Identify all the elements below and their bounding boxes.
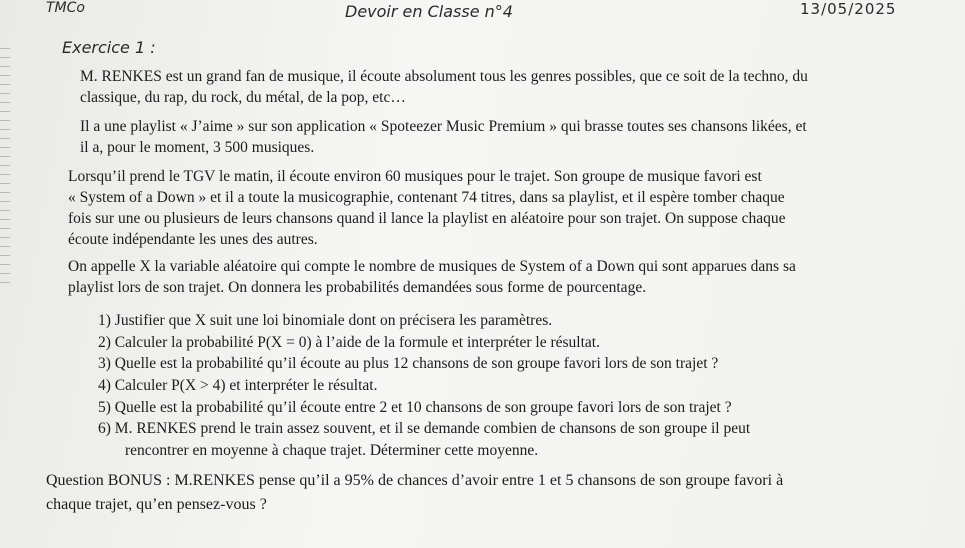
question-6: 6) M. RENKES prend le train assez souvent, et il se demande combien de chansons de son groupe il peut: [98, 420, 751, 437]
bonus-question-continued: chaque trajet, qu’en pensez-vous ?: [46, 496, 267, 513]
paragraph-variable: [68, 256, 796, 298]
bonus-question: Question BONUS : M.RENKES pense qu’il a 95% de chances d’avoir entre 1 et 5 chansons de son groupe favori à: [46, 472, 784, 489]
exam-title: Devoir en Classe n°4: [345, 2, 513, 21]
question-4: 4) Calculer P(X > 4) et interpréter le résultat.: [98, 377, 378, 394]
text-line: écoute indépendante les unes des autres.: [68, 231, 318, 248]
question-1: 1) Justifier que X suit une loi binomiale dont on précisera les paramètres.: [98, 312, 553, 329]
text-line: « System of a Down » et il a toute la musicographie, contenant 74 titres, dans sa playlist, et il espère tomber chaque: [68, 189, 785, 206]
text-line: Il a une playlist « J’aime » sur son application « Spoteezer Music Premium » qui brasse toutes ses chansons likées, et: [80, 118, 807, 135]
page-binding-edge: [0, 40, 10, 290]
exercise-heading: Exercice 1 :: [62, 38, 156, 57]
question-3: 3) Quelle est la probabilité qu’il écoute au plus 12 chansons de son groupe favori lors de son trajet ?: [98, 355, 719, 372]
class-code: TMCo: [46, 0, 85, 16]
text-line: classique, du rap, du rock, du métal, de la pop, etc…: [80, 89, 406, 106]
text-line: Lorsqu’il prend le TGV le matin, il écoute environ 60 musiques pour le trajet. Son groupe de musique favori est: [68, 168, 762, 185]
question-5: 5) Quelle est la probabilité qu’il écoute entre 2 et 10 chansons de son groupe favori lors de son trajet ?: [98, 399, 732, 416]
text-line: M. RENKES est un grand fan de musique, il écoute absolument tous les genres possibles, que ce soit de la techno, du: [80, 68, 808, 85]
paragraph-playlist: [80, 116, 807, 158]
text-line: il a, pour le moment, 3 500 musiques.: [80, 139, 315, 156]
question-6-continued: rencontrer en moyenne à chaque trajet. Déterminer cette moyenne.: [125, 442, 539, 459]
paragraph-tgv: [68, 166, 786, 250]
text-line: playlist lors de son trajet. On donnera les probabilités demandées sous forme de pourcentage.: [68, 279, 647, 296]
text-line: fois sur une ou plusieurs de leurs chansons quand il lance la playlist en aléatoire pour son trajet. On suppose chaque: [68, 210, 786, 227]
question-2: 2) Calculer la probabilité P(X = 0) à l’aide de la formule et interpréter le résultat.: [98, 334, 600, 351]
paragraph-intro: [80, 66, 808, 108]
exam-date: 13/05/2025: [800, 0, 897, 18]
text-line: On appelle X la variable aléatoire qui compte le nombre de musiques de System of a Down qui sont apparues dans sa: [68, 258, 796, 275]
